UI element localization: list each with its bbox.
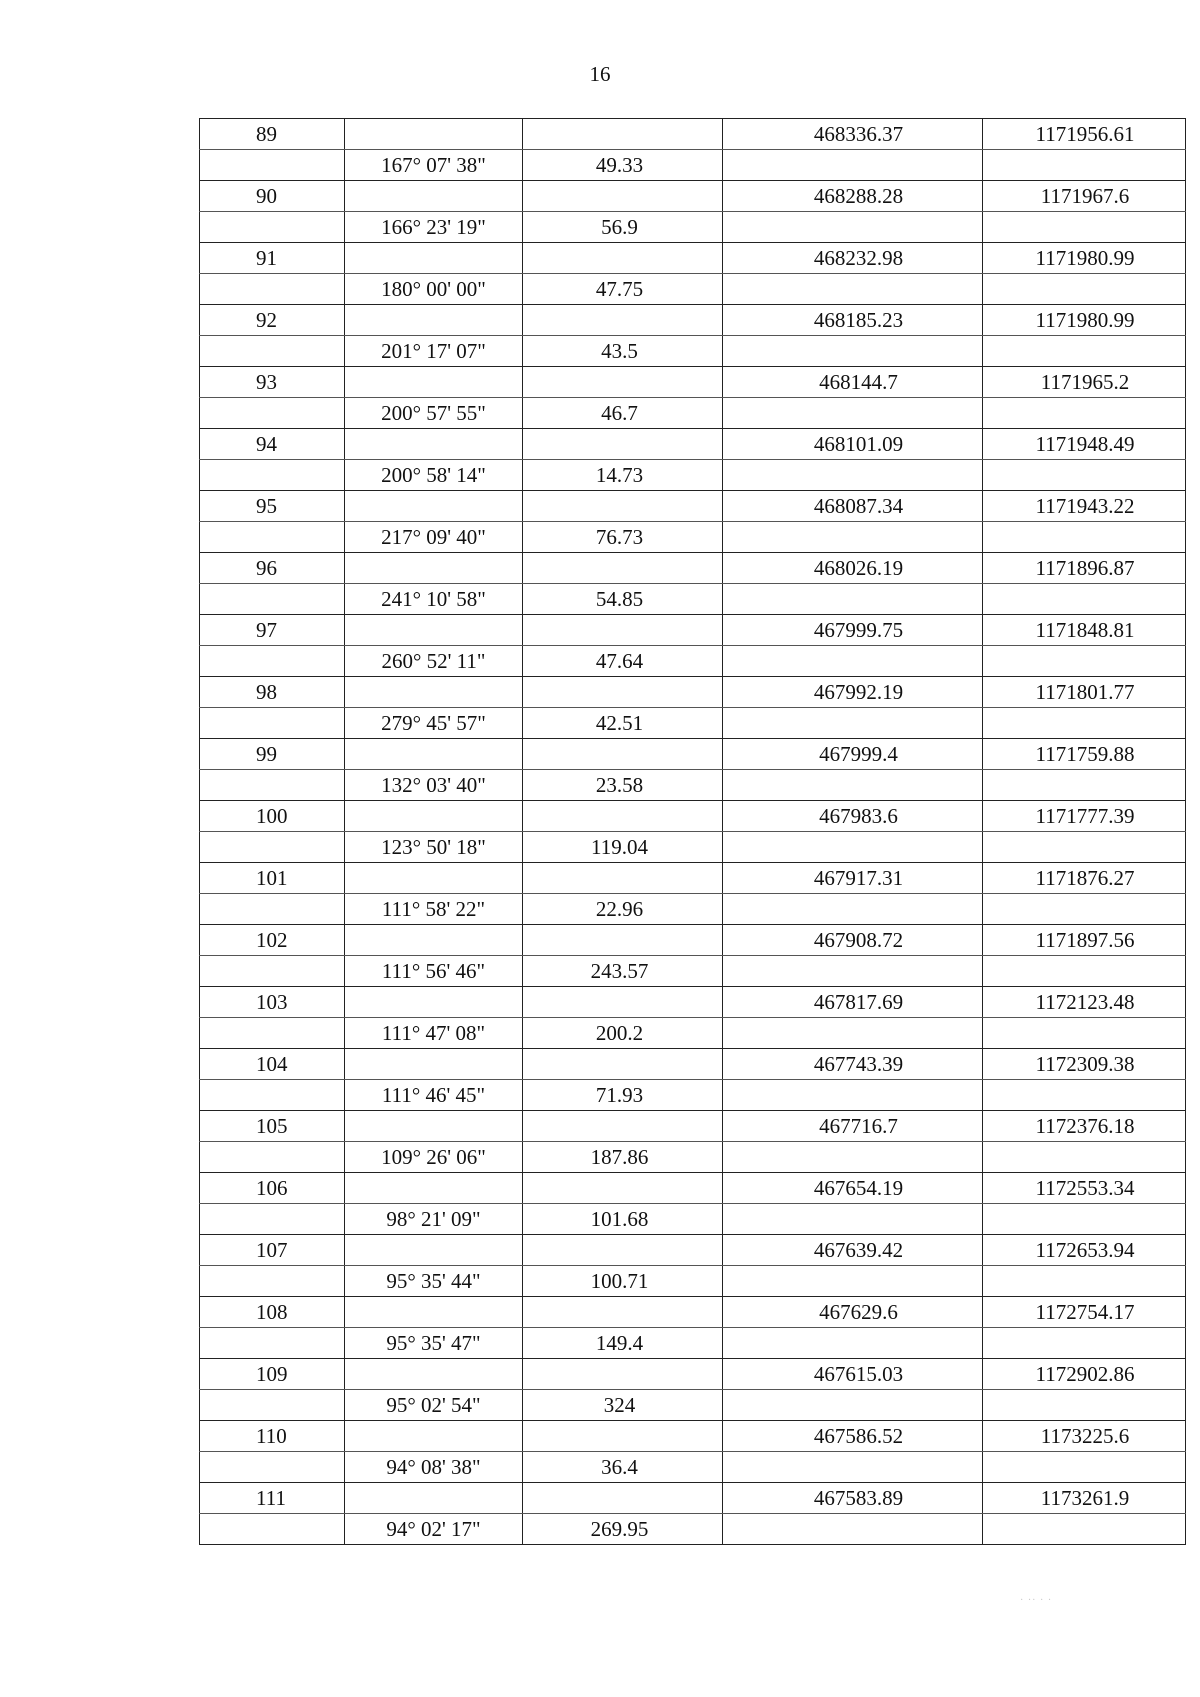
point-id-cell: 110 <box>200 1421 345 1452</box>
coordinate-x-cell: 467583.89 <box>723 1483 983 1514</box>
point-row <box>200 615 1186 646</box>
empty-cell <box>723 646 983 677</box>
point-id-cell: 95 <box>200 491 345 522</box>
coordinate-y-cell: 1171897.56 <box>983 925 1186 956</box>
empty-cell <box>983 1266 1186 1297</box>
empty-cell <box>200 1328 345 1359</box>
empty-cell <box>200 708 345 739</box>
point-id-cell: 94 <box>200 429 345 460</box>
coordinate-y-cell: 1172754.17 <box>983 1297 1186 1328</box>
empty-cell <box>723 336 983 367</box>
coordinate-y-cell: 1171967.6 <box>983 181 1186 212</box>
segment-row <box>200 398 1186 429</box>
coordinates-table-body <box>200 119 1186 1545</box>
point-id-cell: 101 <box>200 863 345 894</box>
bearing-cell: 111° 58' 22" <box>345 894 523 925</box>
empty-cell <box>523 119 723 150</box>
segment-row <box>200 1514 1186 1545</box>
distance-cell: 46.7 <box>523 398 723 429</box>
distance-cell: 23.58 <box>523 770 723 801</box>
point-row <box>200 739 1186 770</box>
empty-cell <box>723 956 983 987</box>
bearing-cell: 98° 21' 09" <box>345 1204 523 1235</box>
empty-cell <box>200 150 345 181</box>
empty-cell <box>523 491 723 522</box>
distance-cell: 187.86 <box>523 1142 723 1173</box>
point-id-cell: 106 <box>200 1173 345 1204</box>
distance-cell: 36.4 <box>523 1452 723 1483</box>
coordinate-x-cell: 468144.7 <box>723 367 983 398</box>
point-row <box>200 305 1186 336</box>
point-row <box>200 987 1186 1018</box>
point-row <box>200 863 1186 894</box>
point-row <box>200 553 1186 584</box>
empty-cell <box>723 1018 983 1049</box>
empty-cell <box>345 1359 523 1390</box>
segment-row <box>200 1328 1186 1359</box>
distance-cell: 22.96 <box>523 894 723 925</box>
coordinate-x-cell: 467716.7 <box>723 1111 983 1142</box>
empty-cell <box>723 770 983 801</box>
point-id-cell: 96 <box>200 553 345 584</box>
empty-cell <box>983 1514 1186 1545</box>
empty-cell <box>983 212 1186 243</box>
empty-cell <box>723 708 983 739</box>
segment-row <box>200 522 1186 553</box>
empty-cell <box>983 1204 1186 1235</box>
distance-cell: 100.71 <box>523 1266 723 1297</box>
point-id-cell: 93 <box>200 367 345 398</box>
distance-cell: 119.04 <box>523 832 723 863</box>
coordinate-y-cell: 1171965.2 <box>983 367 1186 398</box>
segment-row <box>200 336 1186 367</box>
coordinate-y-cell: 1171896.87 <box>983 553 1186 584</box>
distance-cell: 76.73 <box>523 522 723 553</box>
coordinate-y-cell: 1172123.48 <box>983 987 1186 1018</box>
segment-row <box>200 274 1186 305</box>
empty-cell <box>200 1204 345 1235</box>
coordinate-x-cell: 468336.37 <box>723 119 983 150</box>
empty-cell <box>345 1049 523 1080</box>
segment-row <box>200 1452 1186 1483</box>
bearing-cell: 111° 46' 45" <box>345 1080 523 1111</box>
empty-cell <box>200 1266 345 1297</box>
point-row <box>200 243 1186 274</box>
empty-cell <box>345 1173 523 1204</box>
point-id-cell: 107 <box>200 1235 345 1266</box>
segment-row <box>200 894 1186 925</box>
empty-cell <box>200 956 345 987</box>
bearing-cell: 180° 00' 00" <box>345 274 523 305</box>
coordinate-y-cell: 1173261.9 <box>983 1483 1186 1514</box>
coordinate-x-cell: 468101.09 <box>723 429 983 460</box>
segment-row <box>200 1390 1186 1421</box>
distance-cell: 56.9 <box>523 212 723 243</box>
empty-cell <box>200 1390 345 1421</box>
segment-row <box>200 150 1186 181</box>
empty-cell <box>983 894 1186 925</box>
empty-cell <box>723 1266 983 1297</box>
empty-cell <box>723 522 983 553</box>
empty-cell <box>345 367 523 398</box>
empty-cell <box>345 1297 523 1328</box>
empty-cell <box>723 584 983 615</box>
empty-cell <box>345 429 523 460</box>
empty-cell <box>983 460 1186 491</box>
empty-cell <box>523 801 723 832</box>
empty-cell <box>345 119 523 150</box>
coordinate-y-cell: 1171956.61 <box>983 119 1186 150</box>
coordinate-x-cell: 467999.4 <box>723 739 983 770</box>
empty-cell <box>983 1390 1186 1421</box>
point-id-cell: 99 <box>200 739 345 770</box>
segment-row <box>200 832 1186 863</box>
empty-cell <box>523 863 723 894</box>
empty-cell <box>345 925 523 956</box>
coordinate-x-cell: 467917.31 <box>723 863 983 894</box>
empty-cell <box>523 925 723 956</box>
empty-cell <box>345 615 523 646</box>
bearing-cell: 95° 35' 44" <box>345 1266 523 1297</box>
scan-artifact: · ·· · · <box>1020 1595 1053 1606</box>
empty-cell <box>723 1328 983 1359</box>
point-row <box>200 429 1186 460</box>
empty-cell <box>200 1452 345 1483</box>
point-row <box>200 367 1186 398</box>
distance-cell: 200.2 <box>523 1018 723 1049</box>
coordinate-x-cell: 467999.75 <box>723 615 983 646</box>
coordinate-x-cell: 467992.19 <box>723 677 983 708</box>
distance-cell: 243.57 <box>523 956 723 987</box>
distance-cell: 14.73 <box>523 460 723 491</box>
point-id-cell: 111 <box>200 1483 345 1514</box>
point-row <box>200 181 1186 212</box>
empty-cell <box>345 1111 523 1142</box>
empty-cell <box>523 429 723 460</box>
coordinate-y-cell: 1172553.34 <box>983 1173 1186 1204</box>
segment-row <box>200 584 1186 615</box>
coordinate-x-cell: 467983.6 <box>723 801 983 832</box>
distance-cell: 43.5 <box>523 336 723 367</box>
segment-row <box>200 1080 1186 1111</box>
bearing-cell: 95° 35' 47" <box>345 1328 523 1359</box>
empty-cell <box>723 894 983 925</box>
empty-cell <box>345 987 523 1018</box>
empty-cell <box>200 832 345 863</box>
point-id-cell: 108 <box>200 1297 345 1328</box>
empty-cell <box>723 1452 983 1483</box>
empty-cell <box>523 1049 723 1080</box>
empty-cell <box>345 243 523 274</box>
empty-cell <box>723 832 983 863</box>
empty-cell <box>523 615 723 646</box>
empty-cell <box>983 708 1186 739</box>
bearing-cell: 241° 10' 58" <box>345 584 523 615</box>
coordinate-x-cell: 467654.19 <box>723 1173 983 1204</box>
coordinate-y-cell: 1171801.77 <box>983 677 1186 708</box>
distance-cell: 47.64 <box>523 646 723 677</box>
empty-cell <box>345 801 523 832</box>
empty-cell <box>200 1514 345 1545</box>
empty-cell <box>723 274 983 305</box>
point-id-cell: 90 <box>200 181 345 212</box>
empty-cell <box>200 1018 345 1049</box>
empty-cell <box>983 584 1186 615</box>
point-id-cell: 102 <box>200 925 345 956</box>
coordinate-y-cell: 1171759.88 <box>983 739 1186 770</box>
coordinate-x-cell: 467743.39 <box>723 1049 983 1080</box>
coordinate-y-cell: 1171848.81 <box>983 615 1186 646</box>
point-row <box>200 1421 1186 1452</box>
coordinates-table <box>199 118 1186 1545</box>
coordinate-x-cell: 468288.28 <box>723 181 983 212</box>
bearing-cell: 167° 07' 38" <box>345 150 523 181</box>
bearing-cell: 95° 02' 54" <box>345 1390 523 1421</box>
empty-cell <box>723 150 983 181</box>
empty-cell <box>723 1142 983 1173</box>
empty-cell <box>983 1328 1186 1359</box>
empty-cell <box>983 150 1186 181</box>
empty-cell <box>983 274 1186 305</box>
point-row <box>200 1297 1186 1328</box>
segment-row <box>200 770 1186 801</box>
empty-cell <box>345 181 523 212</box>
empty-cell <box>983 1018 1186 1049</box>
point-row <box>200 925 1186 956</box>
empty-cell <box>200 522 345 553</box>
point-row <box>200 801 1186 832</box>
empty-cell <box>345 1235 523 1266</box>
bearing-cell: 111° 47' 08" <box>345 1018 523 1049</box>
empty-cell <box>523 367 723 398</box>
empty-cell <box>723 1204 983 1235</box>
segment-row <box>200 460 1186 491</box>
bearing-cell: 200° 57' 55" <box>345 398 523 429</box>
empty-cell <box>200 770 345 801</box>
point-id-cell: 92 <box>200 305 345 336</box>
distance-cell: 71.93 <box>523 1080 723 1111</box>
empty-cell <box>200 460 345 491</box>
empty-cell <box>723 460 983 491</box>
empty-cell <box>200 336 345 367</box>
point-row <box>200 1173 1186 1204</box>
point-row <box>200 491 1186 522</box>
coordinate-x-cell: 468087.34 <box>723 491 983 522</box>
segment-row <box>200 1018 1186 1049</box>
empty-cell <box>523 305 723 336</box>
empty-cell <box>523 1173 723 1204</box>
distance-cell: 42.51 <box>523 708 723 739</box>
point-row <box>200 1049 1186 1080</box>
point-row <box>200 1111 1186 1142</box>
empty-cell <box>345 739 523 770</box>
empty-cell <box>200 646 345 677</box>
segment-row <box>200 1142 1186 1173</box>
segment-row <box>200 1204 1186 1235</box>
segment-row <box>200 956 1186 987</box>
point-id-cell: 103 <box>200 987 345 1018</box>
empty-cell <box>200 212 345 243</box>
empty-cell <box>523 1421 723 1452</box>
coordinate-y-cell: 1171943.22 <box>983 491 1186 522</box>
coordinate-y-cell: 1172653.94 <box>983 1235 1186 1266</box>
coordinate-y-cell: 1172309.38 <box>983 1049 1186 1080</box>
bearing-cell: 217° 09' 40" <box>345 522 523 553</box>
empty-cell <box>523 739 723 770</box>
coordinate-y-cell: 1172376.18 <box>983 1111 1186 1142</box>
empty-cell <box>983 1452 1186 1483</box>
empty-cell <box>723 398 983 429</box>
empty-cell <box>983 522 1186 553</box>
point-id-cell: 104 <box>200 1049 345 1080</box>
empty-cell <box>523 1359 723 1390</box>
coordinate-y-cell: 1173225.6 <box>983 1421 1186 1452</box>
empty-cell <box>523 1235 723 1266</box>
empty-cell <box>523 1483 723 1514</box>
segment-row <box>200 212 1186 243</box>
empty-cell <box>345 1421 523 1452</box>
empty-cell <box>523 1297 723 1328</box>
point-id-cell: 91 <box>200 243 345 274</box>
segment-row <box>200 708 1186 739</box>
empty-cell <box>983 336 1186 367</box>
segment-row <box>200 1266 1186 1297</box>
bearing-cell: 94° 08' 38" <box>345 1452 523 1483</box>
distance-cell: 101.68 <box>523 1204 723 1235</box>
empty-cell <box>723 1514 983 1545</box>
point-id-cell: 98 <box>200 677 345 708</box>
point-row <box>200 119 1186 150</box>
point-row <box>200 1359 1186 1390</box>
bearing-cell: 166° 23' 19" <box>345 212 523 243</box>
empty-cell <box>523 987 723 1018</box>
empty-cell <box>200 1142 345 1173</box>
empty-cell <box>723 212 983 243</box>
empty-cell <box>983 1080 1186 1111</box>
bearing-cell: 200° 58' 14" <box>345 460 523 491</box>
empty-cell <box>200 1080 345 1111</box>
empty-cell <box>345 491 523 522</box>
point-id-cell: 97 <box>200 615 345 646</box>
coordinate-x-cell: 467639.42 <box>723 1235 983 1266</box>
empty-cell <box>523 1111 723 1142</box>
point-row <box>200 1483 1186 1514</box>
empty-cell <box>523 181 723 212</box>
distance-cell: 47.75 <box>523 274 723 305</box>
empty-cell <box>200 398 345 429</box>
bearing-cell: 109° 26' 06" <box>345 1142 523 1173</box>
empty-cell <box>983 832 1186 863</box>
empty-cell <box>345 553 523 584</box>
coordinate-x-cell: 467908.72 <box>723 925 983 956</box>
empty-cell <box>523 677 723 708</box>
empty-cell <box>345 677 523 708</box>
empty-cell <box>200 274 345 305</box>
distance-cell: 49.33 <box>523 150 723 181</box>
coordinate-x-cell: 467629.6 <box>723 1297 983 1328</box>
empty-cell <box>983 956 1186 987</box>
point-id-cell: 109 <box>200 1359 345 1390</box>
distance-cell: 324 <box>523 1390 723 1421</box>
point-row <box>200 1235 1186 1266</box>
coordinate-y-cell: 1171980.99 <box>983 305 1186 336</box>
bearing-cell: 260° 52' 11" <box>345 646 523 677</box>
empty-cell <box>723 1390 983 1421</box>
distance-cell: 149.4 <box>523 1328 723 1359</box>
point-id-cell: 105 <box>200 1111 345 1142</box>
coordinate-x-cell: 468185.23 <box>723 305 983 336</box>
coordinate-y-cell: 1171980.99 <box>983 243 1186 274</box>
point-id-cell: 89 <box>200 119 345 150</box>
bearing-cell: 111° 56' 46" <box>345 956 523 987</box>
empty-cell <box>523 553 723 584</box>
bearing-cell: 201° 17' 07" <box>345 336 523 367</box>
coordinate-x-cell: 467615.03 <box>723 1359 983 1390</box>
coordinate-y-cell: 1171948.49 <box>983 429 1186 460</box>
coordinate-x-cell: 467817.69 <box>723 987 983 1018</box>
empty-cell <box>983 770 1186 801</box>
empty-cell <box>345 305 523 336</box>
empty-cell <box>723 1080 983 1111</box>
point-row <box>200 677 1186 708</box>
bearing-cell: 132° 03' 40" <box>345 770 523 801</box>
coordinate-x-cell: 467586.52 <box>723 1421 983 1452</box>
empty-cell <box>345 863 523 894</box>
coordinate-x-cell: 468026.19 <box>723 553 983 584</box>
coordinate-x-cell: 468232.98 <box>723 243 983 274</box>
empty-cell <box>983 646 1186 677</box>
empty-cell <box>523 243 723 274</box>
coordinate-y-cell: 1171777.39 <box>983 801 1186 832</box>
point-id-cell: 100 <box>200 801 345 832</box>
page-number: 16 <box>589 62 611 86</box>
empty-cell <box>200 584 345 615</box>
bearing-cell: 94° 02' 17" <box>345 1514 523 1545</box>
empty-cell <box>345 1483 523 1514</box>
bearing-cell: 123° 50' 18" <box>345 832 523 863</box>
bearing-cell: 279° 45' 57" <box>345 708 523 739</box>
empty-cell <box>983 398 1186 429</box>
distance-cell: 269.95 <box>523 1514 723 1545</box>
segment-row <box>200 646 1186 677</box>
coordinate-y-cell: 1172902.86 <box>983 1359 1186 1390</box>
distance-cell: 54.85 <box>523 584 723 615</box>
coordinate-y-cell: 1171876.27 <box>983 863 1186 894</box>
empty-cell <box>200 894 345 925</box>
empty-cell <box>983 1142 1186 1173</box>
